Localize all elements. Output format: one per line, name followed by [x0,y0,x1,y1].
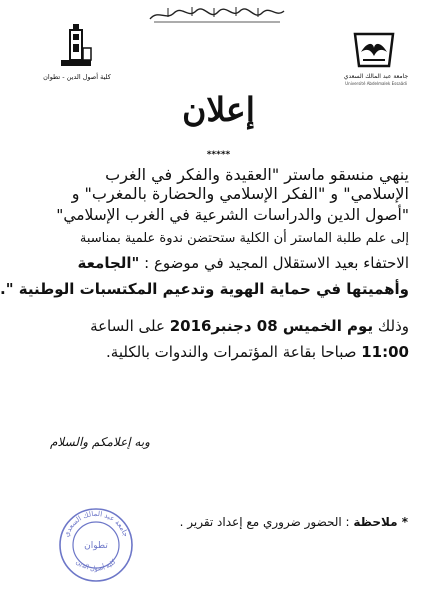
body-line-5-text: الاحتفاء بعيد الاستقلال المجيد في موضوع : [139,254,409,272]
body-line-7 [20,315,409,337]
page-title: إعلان [182,90,255,129]
separator-stars: ***** [206,150,231,160]
university-logo [349,28,399,72]
line-7-suffix: على الساعة [90,317,170,335]
stamp-bottom-text: كلية أصول الدين [74,557,118,573]
body-line-4: إلى علم طلبة الماستر أن الكلية ستحتضن ندوة علمية بمناسبة [79,231,409,246]
university-name: جامعة عبد المالك السعدي [343,73,409,80]
basmala-header [148,5,286,25]
faculty-stamp [57,506,135,584]
event-time: 11:00 [361,343,409,361]
topic-start: "الجامعة [77,254,140,272]
line-7-prefix: وذلك [373,317,409,335]
event-venue: صباحا بقاعة المؤتمرات والندوات بالكلية. [106,343,362,361]
body-line-5 [20,253,409,273]
body-line-3: "أصول الدين والدراسات الشرعية في الغرب الإسلامي" [56,206,409,224]
stamp-ring-text: جامعة عبد المالك السعدي [62,509,130,538]
faculty-logo [57,22,97,72]
body-line-2: الإسلامي" و "الفكر الإسلامي والحضارة بالمغرب" و [71,184,409,203]
event-date: يوم الخميس 08 دجنبر2016 [169,317,374,335]
body-line-8 [20,341,409,363]
university-name-latin: Université Abdelmalek Essaâdi [345,81,407,86]
closing-greeting: وبه إعلامكم والسلام [50,435,150,449]
stamp-center-text: تطوان [84,541,108,551]
body-line-6-topic: وأهميتها في حماية الهوية وتدعيم المكتسبات الوطنية ". [0,280,409,298]
body-line-1: ينهي منسقو ماستر "العقيدة والفكر في الغرب [105,165,409,184]
faculty-name: كلية أصول الدين - تطوان [43,73,111,81]
note-text: : الحضور ضروري مع إعداد تقرير . [179,515,354,529]
note [160,515,408,529]
note-label: * ملاحظة [353,515,408,529]
